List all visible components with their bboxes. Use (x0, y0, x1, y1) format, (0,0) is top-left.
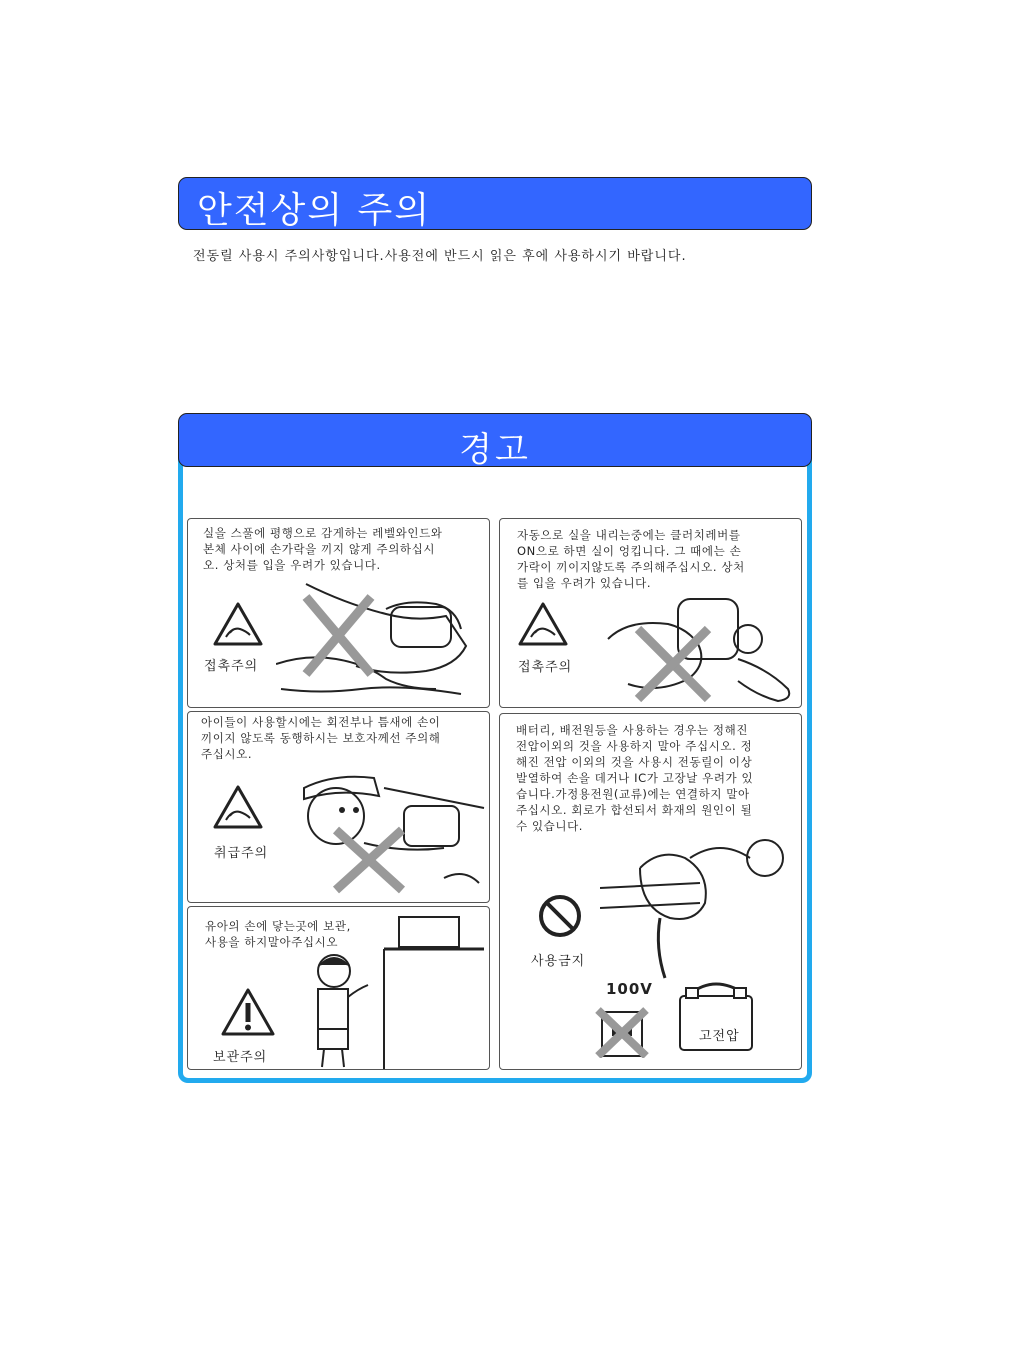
page-subtitle: 전동릴 사용시 주의사항입니다.사용전에 반드시 읽은 후에 사용하시기 바랍니다. (193, 249, 687, 264)
outlet-illustration (594, 994, 652, 1058)
panel-text: 실을 스풀에 평행으로 감게하는 레벨와인드와 본체 사이에 손가락을 끼지 않게 주의하십시 오. 상처를 입을 우려가 있습니다. (203, 526, 443, 572)
panel-label: 접촉주의 (204, 659, 259, 674)
voltage-label: 100V (606, 980, 653, 998)
warning-panel-level-wind (187, 518, 490, 708)
warning-panel-children (187, 711, 490, 903)
panel-label: 접촉주의 (518, 660, 573, 675)
child-reel-illustration (294, 768, 489, 900)
exclamation-warning-icon (220, 987, 276, 1037)
prohibited-icon (536, 892, 584, 940)
panel-text: 아이들이 사용할시에는 회전부나 틈새에 손이 끼이지 않도록 동행하시는 보호자께선 주의해 주십시오. (201, 715, 441, 761)
warning-title: 경고 (459, 430, 531, 470)
warning-panel-storage (187, 906, 490, 1070)
panel-text: 유아의 손에 닿는곳에 보관, 사용을 하지말아주십시오 (205, 919, 351, 949)
battery-reel-illustration (600, 838, 800, 983)
panel-text: 배터리, 배전원등을 사용하는 경우는 정해진 전압이외의 것을 사용하지 말아 주십시오. 정 해진 전압 이외의 것을 사용시 전동릴이 이상 발열하여 손을 데거나 IC가 고장날 우려가 있 습니다.가정용전원(교류)에는 연결하지 말아 주십시오. 회로가 합선되서 화재의 원인이 될 수 있습니다. (516, 723, 754, 833)
handling-warning-icon (212, 784, 264, 830)
panel-label: 보관주의 (213, 1050, 268, 1065)
panel-label: 취급주의 (214, 846, 269, 861)
clutch-hand-illustration (598, 589, 798, 707)
panel-text: 자동으로 실을 내리는중에는 클러치레버를 ON으로 하면 실이 엉킵니다. 그 때에는 손 가락이 끼이지않도록 주의해주십시오. 상처 를 입을 우려가 있습니다. (517, 528, 745, 590)
contact-warning-icon (212, 601, 264, 647)
warning-panel-clutch (499, 518, 802, 708)
warning-panel-battery (499, 713, 802, 1070)
contact-warning-icon (517, 601, 569, 647)
warning-title-bar (178, 413, 812, 470)
page-title: 안전상의 주의 (197, 190, 432, 231)
child-shelf-illustration (284, 913, 484, 1069)
panel-label: 사용금지 (531, 954, 586, 969)
section-title-bar (178, 177, 812, 230)
battery-label: 고전압 (699, 1029, 740, 1044)
battery-illustration (672, 976, 762, 1056)
reel-hand-illustration (276, 579, 486, 707)
